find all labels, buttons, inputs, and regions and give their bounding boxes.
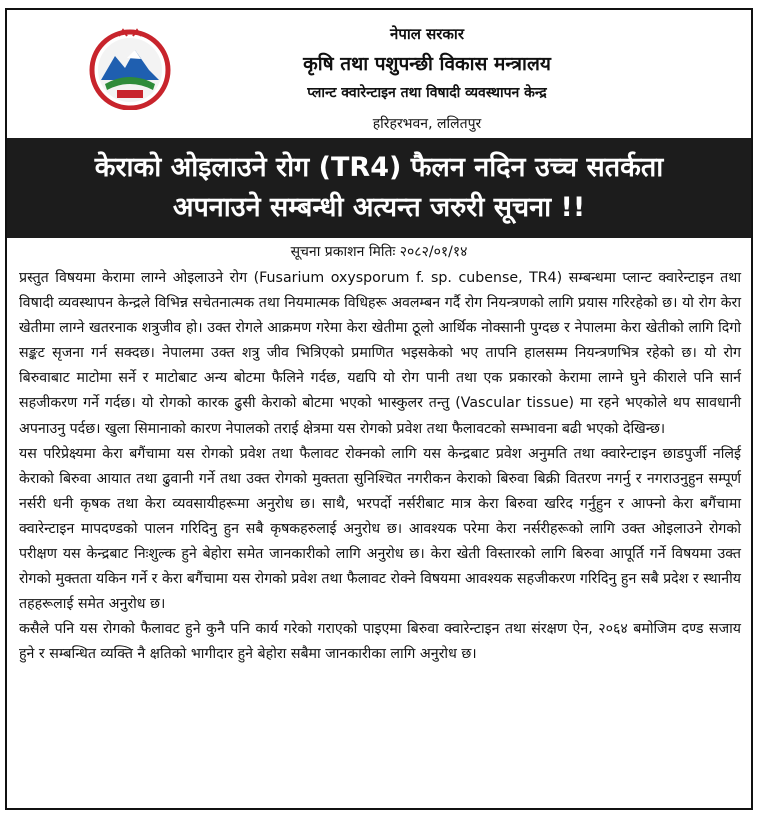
notice-paragraph-3: कसैले पनि यस रोगको फैलावट हुने कुनै पनि कार्य गरेको गराएको पाइएमा बिरुवा क्वारेन्टाइन तथा संरक्षण ऐन, २०६४ बमोजिम दण्ड सजाय हुने र सम्बन्धित व्यक्ति नै क्षतिको भागीदार हुने बेहोरा सबैमा जानकारीका लागि अनुरोध छ। [19, 621, 741, 663]
notice-paragraph-1: प्रस्तुत विषयमा केरामा लाग्ने ओइलाउने रोग (Fusarium oxysporum f. sp. cubense, TR4) सम्बन्धमा प्लान्ट क्वारेन्टाइन तथा विषादी व्यवस्थापन केन्द्रले विभिन्न सचेतनात्मक तथा नियमात्मक विधिहरू अवलम्बन गर्दै रोग नियन्त्रणको लागि प्रयास गरिरहेको छ। यो रोग केरा खेतीमा लाग्ने खतरनाक शत्रुजीव हो। उक्त रोगले आक्रमण गरेमा केरा खेतीमा ठूलो आर्थिक नोक्सानी पुग्दछ र नेपालमा केरा खेतीको लागि दिगो सङ्कट सृजना गर्न सक्दछ। नेपालमा उक्त शत्रु जीव भित्रिएको प्रमाणित भइसकेको भए तापनि हालसम्म नियन्त्रणभित्र रहेको छ। यो रोग बिरुवाबाट माटोमा सर्ने र माटोबाट अन्य बोटमा फैलिने गर्दछ, यद्यपि यो रोग पानी तथा एक प्रकारको केरामा लाग्ने घुने कीराले पनि सार्न सहजीकरण गर्ने गर्दछ। यो रोगको कारक ढुसी केराको बोटमा भएको भास्कुलर तन्तु (Vascular tissue) मा रहने भएकोले थप सावधानी अपनाउनु पर्दछ। खुला सिमानाको कारण नेपालको तराई क्षेत्रमा यस रोगको प्रवेश तथा फैलावटको सम्भावना बढी भएको देखिन्छ। [19, 270, 741, 437]
notice-frame [5, 8, 753, 810]
ministry-name: कृषि तथा पशुपन्छी विकास मन्त्रालय [303, 53, 551, 75]
government-name: नेपाल सरकार [390, 25, 464, 43]
notice-paragraph-2: यस परिप्रेक्ष्यमा केरा बगैंचामा यस रोगको प्रवेश तथा फैलावट रोक्नको लागि यस केन्द्रबाट प्रवेश अनुमति तथा क्वारेन्टाइन छाडपुर्जी नलिई केराको बिरुवा आयात तथा ढुवानी गर्ने तथा उक्त रोगको मुक्तता सुनिश्चित नगरीकन केराको बिरुवा बिक्री वितरण नगर्नु र नगराउनुहुन सम्पूर्ण नर्सरी धनी कृषक तथा केरा व्यवसायीहरूमा अनुरोध छ। साथै, भरपर्दो नर्सरीबाट मात्र केरा बिरुवा खरिद गर्नुहुन र आफ्नो केरा बगैंचामा क्वारेन्टाइन मापदण्डको पालन गरिदिनु हुन सबै कृषकहरुलाई अनुरोध छ। आवश्यक परेमा केरा नर्सरीहरूको लागि उक्त ओइलाउने रोगको परीक्षण यस केन्द्रबाट निःशुल्क हुने बेहोरा समेत जानकारीको लागि अनुरोध छ। केरा खेती विस्तारको लागि बिरुवा आपूर्ति गर्ने विषयमा उक्त रोगको मुक्तता यकिन गर्ने र केरा बगैंचामा यस रोगको प्रवेश तथा फैलावट रोक्ने विषयमा आवश्यक सहजीकरण गरिदिनु हुन सबै प्रदेश र स्थानीय तहहरूलाई समेत अनुरोध छ। [19, 445, 741, 613]
center-name: प्लान्ट क्वारेन्टाइन तथा विषादी व्यवस्थापन केन्द्र [307, 85, 547, 101]
notice-publish-date: सूचना प्रकाशन मितिः २०८२/०१/१४ [290, 244, 468, 260]
notice-title-line-1: केराको ओइलाउने रोग (TR4) फैलन नदिन उच्च सतर्कता [94, 152, 664, 183]
notice-title-banner [7, 138, 751, 238]
notice-body [19, 266, 741, 668]
office-location: हरिहरभवन, ललितपुर [372, 116, 482, 132]
notice-header [7, 10, 751, 138]
notice-title-line-2: अपनाउने सम्बन्धी अत्यन्त जरुरी सूचना !! [172, 192, 586, 223]
